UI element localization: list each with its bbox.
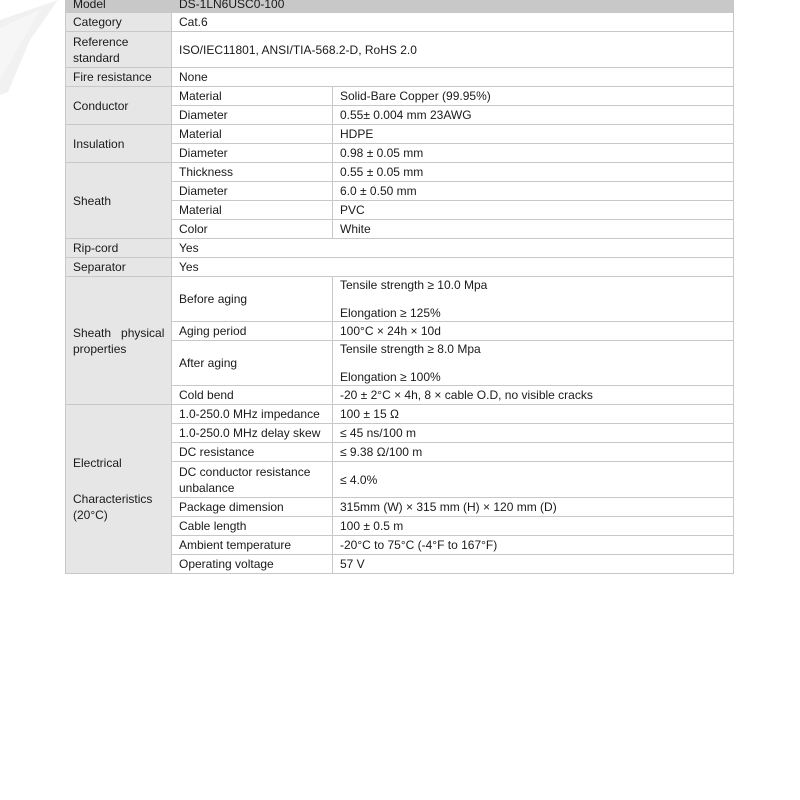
dc-resistance-label: DC resistance xyxy=(172,443,333,462)
unbalance-value: ≤ 4.0% xyxy=(333,462,734,498)
reference-label-line-2: standard xyxy=(73,50,120,65)
sheath-physical-label-line-2: properties xyxy=(73,341,127,356)
table-row xyxy=(66,163,734,182)
cold-bend-label: Cold bend xyxy=(172,386,333,405)
delay-skew-value: ≤ 45 ns/100 m xyxy=(333,424,734,443)
before-aging-tensile: Tensile strength ≥ 10.0 Mpa xyxy=(340,278,488,292)
insulation-diameter-value: 0.98 ± 0.05 mm xyxy=(333,144,734,163)
conductor-label: Conductor xyxy=(66,87,172,125)
sheath-material-value: PVC xyxy=(333,201,734,220)
table-row xyxy=(66,277,734,322)
dc-resistance-value: ≤ 9.38 Ω/100 m xyxy=(333,443,734,462)
unbalance-label xyxy=(172,462,333,498)
operating-voltage-value: 57 V xyxy=(333,555,734,574)
electrical-label-line-1: Electrical xyxy=(73,456,122,470)
ambient-temperature-value: -20°C to 75°C (-4°F to 167°F) xyxy=(333,536,734,555)
table-row xyxy=(66,0,734,13)
model-label: Model xyxy=(66,0,172,13)
electrical-label xyxy=(66,405,172,574)
sheath-thickness-label: Thickness xyxy=(172,163,333,182)
impedance-label: 1.0-250.0 MHz impedance xyxy=(172,405,333,424)
before-aging-value xyxy=(333,277,734,322)
conductor-diameter-label: Diameter xyxy=(172,106,333,125)
category-value: Cat.6 xyxy=(172,13,734,32)
ripcord-label: Rip-cord xyxy=(66,239,172,258)
insulation-material-label: Material xyxy=(172,125,333,144)
separator-label: Separator xyxy=(66,258,172,277)
sheath-color-label: Color xyxy=(172,220,333,239)
conductor-material-label: Material xyxy=(172,87,333,106)
after-aging-value xyxy=(333,341,734,386)
unbalance-label-line-2: unbalance xyxy=(179,480,235,495)
insulation-diameter-label: Diameter xyxy=(172,144,333,163)
fire-resistance-label: Fire resistance xyxy=(66,68,172,87)
sheath-diameter-label: Diameter xyxy=(172,182,333,201)
separator-value: Yes xyxy=(172,258,734,277)
table-row xyxy=(66,258,734,277)
package-dimension-label: Package dimension xyxy=(172,498,333,517)
specification-table xyxy=(65,0,734,574)
sheath-material-label: Material xyxy=(172,201,333,220)
ripcord-value: Yes xyxy=(172,239,734,258)
sheath-color-value: White xyxy=(333,220,734,239)
insulation-label: Insulation xyxy=(66,125,172,163)
electrical-label-line-2: Characteristics xyxy=(73,492,153,506)
cable-length-value: 100 ± 0.5 m xyxy=(333,517,734,536)
aging-period-value: 100°C × 24h × 10d xyxy=(333,322,734,341)
fire-resistance-value: None xyxy=(172,68,734,87)
table-row xyxy=(66,239,734,258)
model-value: DS-1LN6USC0-100 xyxy=(172,0,734,13)
operating-voltage-label: Operating voltage xyxy=(172,555,333,574)
brand-watermark-graphic xyxy=(0,0,70,100)
insulation-material-value: HDPE xyxy=(333,125,734,144)
cable-length-label: Cable length xyxy=(172,517,333,536)
before-aging-elongation: Elongation ≥ 125% xyxy=(340,306,441,320)
table-row xyxy=(66,32,734,68)
table-row xyxy=(66,125,734,144)
delay-skew-label: 1.0-250.0 MHz delay skew xyxy=(172,424,333,443)
table-row xyxy=(66,405,734,424)
aging-period-label: Aging period xyxy=(172,322,333,341)
reference-label-line-1: Reference xyxy=(73,34,129,49)
table-row xyxy=(66,87,734,106)
table-row xyxy=(66,68,734,87)
sheath-diameter-value: 6.0 ± 0.50 mm xyxy=(333,182,734,201)
after-aging-tensile: Tensile strength ≥ 8.0 Mpa xyxy=(340,342,481,356)
after-aging-elongation: Elongation ≥ 100% xyxy=(340,370,441,384)
package-dimension-value: 315mm (W) × 315 mm (H) × 120 mm (D) xyxy=(333,498,734,517)
conductor-diameter-value: 0.55± 0.004 mm 23AWG xyxy=(333,106,734,125)
reference-label xyxy=(66,32,172,68)
sheath-physical-label-line-1: Sheath physical xyxy=(73,325,165,340)
cold-bend-value: -20 ± 2°C × 4h, 8 × cable O.D, no visible cracks xyxy=(333,386,734,405)
sheath-physical-label xyxy=(66,277,172,405)
sheath-thickness-value: 0.55 ± 0.05 mm xyxy=(333,163,734,182)
electrical-label-line-3: (20°C) xyxy=(73,508,108,522)
before-aging-label: Before aging xyxy=(172,277,333,322)
category-label: Category xyxy=(66,13,172,32)
conductor-material-value: Solid-Bare Copper (99.95%) xyxy=(333,87,734,106)
reference-value: ISO/IEC11801, ANSI/TIA-568.2-D, RoHS 2.0 xyxy=(172,32,734,68)
unbalance-label-line-1: DC conductor resistance xyxy=(179,464,311,479)
impedance-value: 100 ± 15 Ω xyxy=(333,405,734,424)
sheath-label: Sheath xyxy=(66,163,172,239)
ambient-temperature-label: Ambient temperature xyxy=(172,536,333,555)
table-row xyxy=(66,13,734,32)
after-aging-label: After aging xyxy=(172,341,333,386)
